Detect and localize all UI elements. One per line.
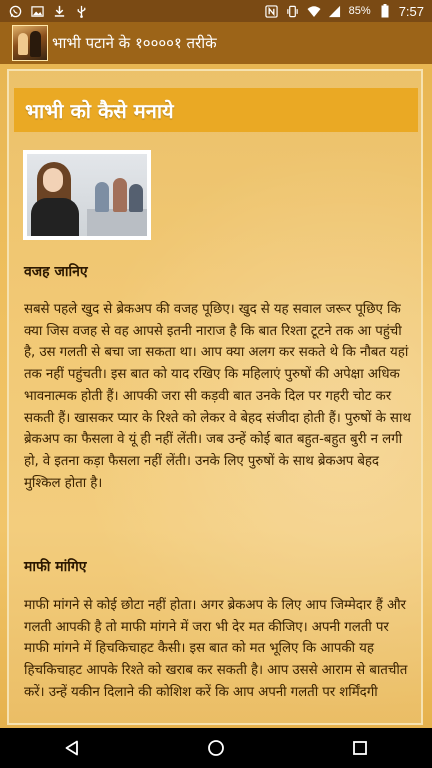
battery-icon bbox=[378, 4, 392, 18]
notification-icons bbox=[0, 4, 88, 18]
battery-percent: 85% bbox=[348, 5, 371, 17]
article-card bbox=[7, 69, 423, 725]
article-photo bbox=[27, 154, 147, 236]
app-title: भाभी पटाने के १००००१ तरीके bbox=[52, 34, 217, 52]
home-button[interactable] bbox=[186, 728, 246, 768]
clock: 7:57 bbox=[398, 3, 424, 19]
system-icons bbox=[265, 4, 432, 19]
article-image bbox=[23, 150, 151, 240]
section-body: माफी मांगने से कोई छोटा नहीं होता। अगर ब्रेकअप के लिए आप जिम्मेदार हैं और गलती आपकी है तो माफी मांगने में जरा भी देर मत कीजिए। अपनी गलती पर माफी मांगने में हिचकिचाहट कैसी। इस बात को मत भूलिए कि आपकी यह हिचकिचाहट आपके रिश्ते को खराब कर सकती है। आप उससे आराम से बातचीत करें। उन्हें यकीन दिलाने की कोशिश करें कि आप अपनी गलती पर शर्मिंदगी bbox=[24, 598, 408, 700]
app-logo bbox=[12, 25, 48, 61]
app-bar bbox=[0, 22, 432, 65]
recents-button[interactable] bbox=[330, 728, 390, 768]
section-body: सबसे पहले खुद से ब्रेकअप की वजह पूछिए। खुद से यह सवाल जरूर पूछिए कि क्या जिस वजह से वह आपसे इतनी नाराज है कि बात रिश्ता टूटने तक आ पहुंची है, उस गलती से बचा जा सकता था। आप क्या अलग कर सकते थे कि नौबत यहां तक नहीं पहुंचती। इस बात को याद रखिए कि महिलाएं पुरुषों की अपेक्षा अधिक भावनात्मक होती हैं। आपकी जरा सी कड़वी बात उनके दिल पर गहरी चोट कर सकती हैं। खासकर प्यार के रिश्ते को लेकर वे बेहद संजीदा होती हैं। पुरुषों के साथ ब्रेकअप का फैसला वे यूं ही नहीं लेंती। जब उन्हें कोई बात बहुत-बहुत बुरी न लगी हो, वे इतना कड़ा फैसला नहीं लेंती। उनके लिए पुरुषों के साथ ब्रेकअप बेहद मुश्किल होता है। bbox=[24, 302, 411, 491]
status-bar bbox=[0, 0, 432, 22]
whatsapp-icon bbox=[8, 4, 22, 18]
image-icon bbox=[30, 4, 44, 18]
recents-icon bbox=[353, 741, 367, 755]
article-content[interactable] bbox=[0, 64, 432, 728]
navigation-bar bbox=[0, 728, 432, 768]
back-button[interactable] bbox=[42, 728, 102, 768]
wifi-icon bbox=[307, 4, 321, 18]
nfc-icon bbox=[265, 4, 279, 18]
section-title: माफी मांगिए bbox=[24, 559, 87, 575]
signal-icon bbox=[328, 4, 342, 18]
vibrate-icon bbox=[286, 4, 300, 18]
usb-icon bbox=[74, 4, 88, 18]
download-icon bbox=[52, 4, 66, 18]
home-icon bbox=[207, 739, 225, 757]
section-title: वजह जानिए bbox=[24, 264, 88, 280]
back-icon bbox=[64, 740, 80, 756]
heading-band bbox=[14, 88, 418, 132]
article-heading: भाभी को कैसे मनाये bbox=[25, 98, 174, 123]
